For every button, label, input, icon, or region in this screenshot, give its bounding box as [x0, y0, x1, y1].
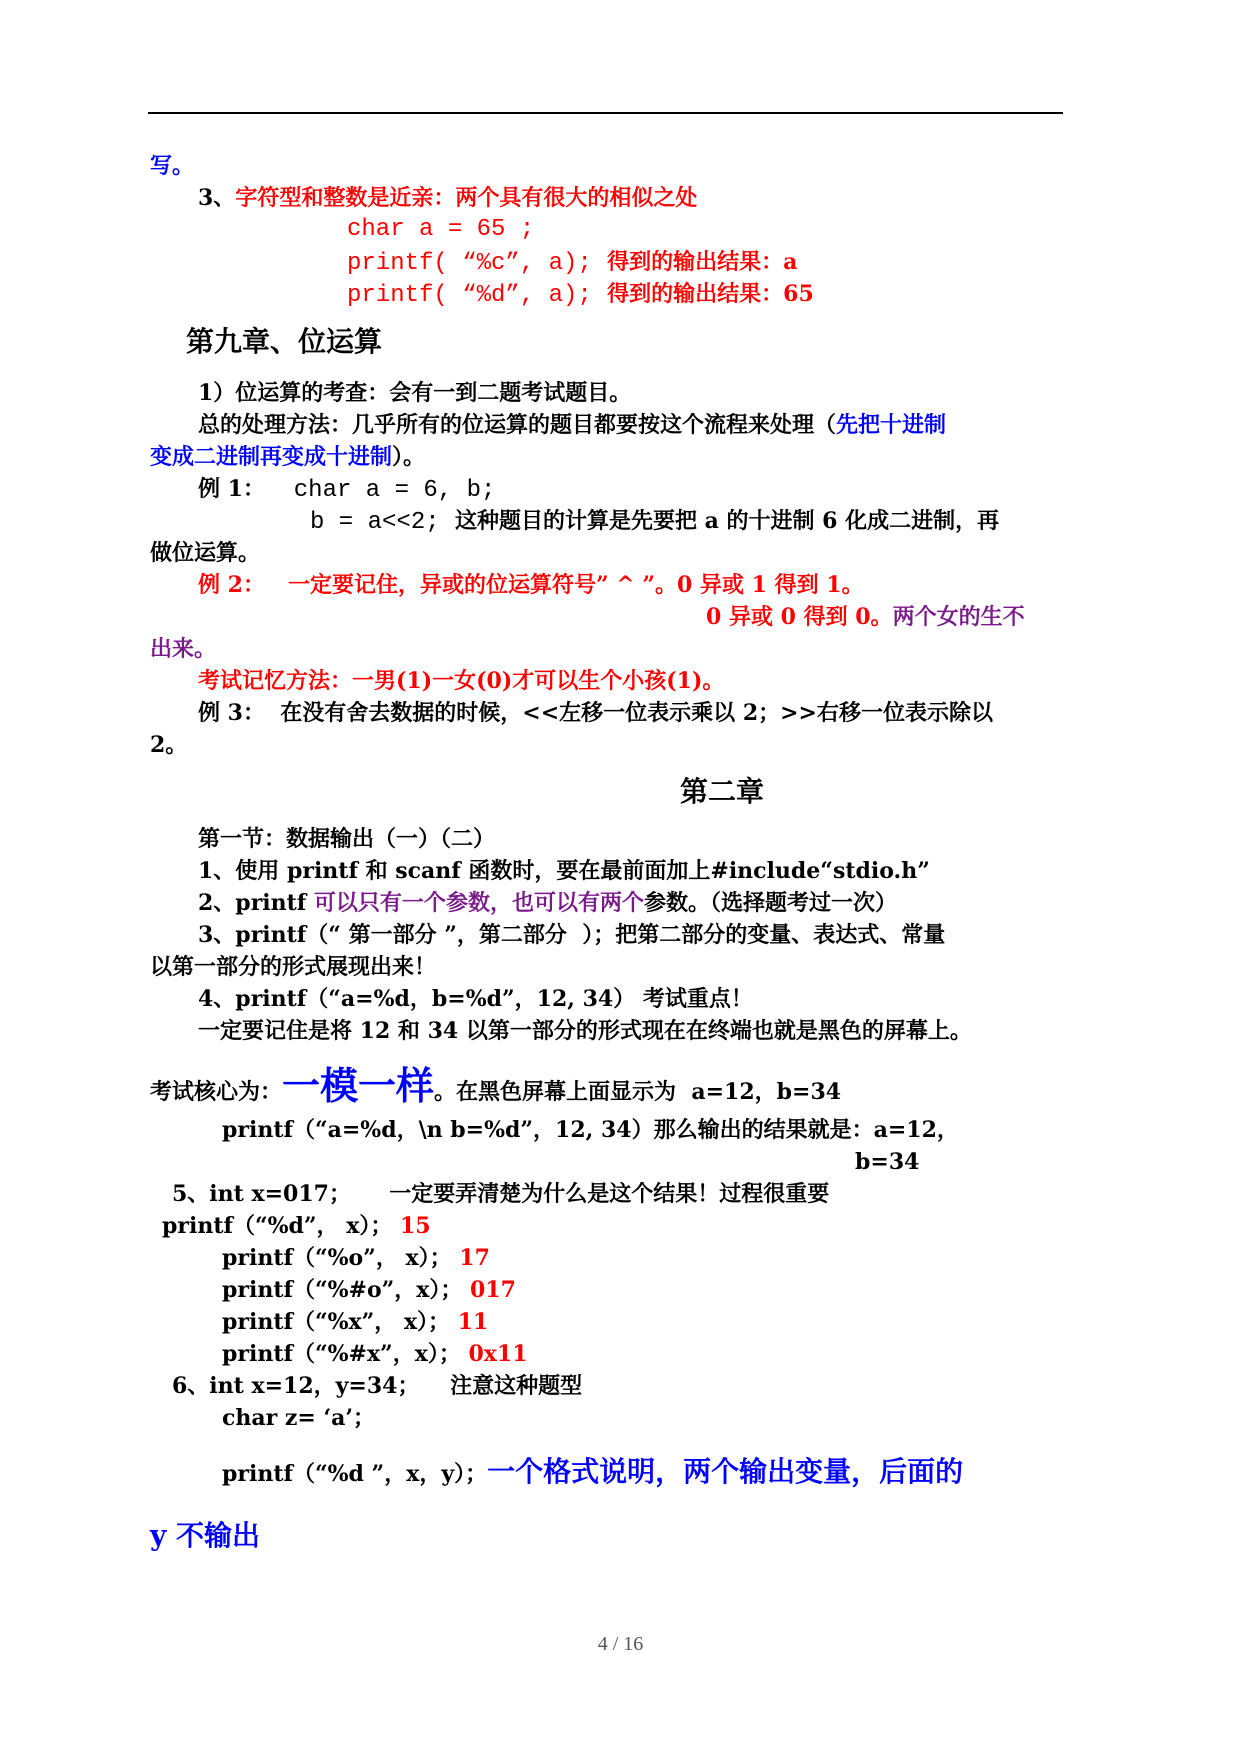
- text-span: printf( “%c”, a);: [347, 250, 592, 277]
- text-span: 得到的输出结果：65: [591, 281, 814, 307]
- text-line: printf（“a=%d，\n b=%d”，12, 34）那么输出的结果就是：a=12，: [222, 1117, 959, 1143]
- text-line: 写。: [150, 153, 195, 179]
- text-line: [198, 887, 897, 919]
- code-line: [222, 1306, 488, 1338]
- text-line: [198, 697, 993, 729]
- text-line: 2。: [150, 732, 188, 758]
- emphasis-text: 一模一样: [282, 1063, 435, 1108]
- text-span: b = a<<2;: [310, 509, 440, 536]
- text-span: 0x11: [460, 1341, 528, 1367]
- text-line: [222, 1452, 963, 1494]
- text-span: 考试核心为：: [150, 1079, 283, 1105]
- text-line: y 不输出: [150, 1519, 261, 1552]
- text-span: 例 3：: [198, 700, 265, 726]
- page-number: 4 / 16: [597, 1633, 644, 1655]
- text-line: [706, 601, 1025, 633]
- text-span: 17: [451, 1245, 490, 1271]
- text-line: 4、printf（“a=%d，b=%d”，12, 34） 考试重点！: [198, 986, 753, 1012]
- text-span: 在没有舍去数据的时候，<<左移一位表示乘以 2；>>右移一位表示除以: [264, 700, 993, 726]
- text-span: printf（“%#x”，x）；: [222, 1341, 461, 1367]
- text-span: 总的处理方法：几乎所有的位运算的题目都要按这个流程来处理（: [198, 412, 837, 438]
- text-line: 考试记忆方法：一男(1)一女(0)才可以生个小孩(1)。: [198, 668, 725, 694]
- text-span: printf（“%o”， x）；: [222, 1245, 452, 1271]
- text-line: 例 2： 一定要记住，异或的位运算符号” ^ ”。0 异或 1 得到 1。: [198, 572, 864, 598]
- code-line: [222, 1274, 516, 1306]
- code-line: char z= ‘a’；: [222, 1405, 376, 1431]
- code-line: [347, 278, 814, 312]
- text-span: 这种题目的计算是先要把 a 的十进制 6 化成二进制，再: [439, 508, 1000, 534]
- code-line: char a = 65 ;: [347, 216, 535, 243]
- text-span: 先把十进制: [836, 412, 947, 438]
- emphasis-text: 一个格式说明，两个输出变量，后面的: [487, 1455, 964, 1488]
- text-span: ）。: [392, 444, 426, 470]
- text-span: 3、: [198, 185, 236, 211]
- text-line: b=34: [855, 1149, 920, 1175]
- text-line: 第一节：数据输出（一）（二）: [198, 826, 496, 852]
- text-line: [310, 505, 999, 539]
- text-span: 变成二进制再变成十进制: [150, 444, 393, 470]
- text-line: 6、int x=12，y=34； 注意这种题型: [172, 1373, 583, 1399]
- chapter-2-heading: 第二章: [680, 775, 765, 808]
- code-line: [222, 1242, 490, 1274]
- text-span: 11: [450, 1309, 489, 1335]
- text-line: 1、使用 printf 和 scanf 函数时，要在最前面加上#include“stdio.h”: [198, 858, 930, 884]
- text-span: 15: [392, 1213, 431, 1239]
- code-line: [162, 1210, 431, 1242]
- header-rule: [148, 112, 1063, 114]
- text-span: printf（“%#o”，x）；: [222, 1277, 463, 1303]
- text-span: 。在黑色屏幕上面显示为 a=12，b=34: [434, 1079, 842, 1105]
- text-span: 两个女的生不: [892, 604, 1025, 630]
- text-span: 2、printf: [198, 890, 307, 916]
- text-span: 可以只有一个: [306, 890, 446, 916]
- text-line: [150, 1063, 842, 1112]
- text-line: 以第一部分的形式展现出来！: [150, 954, 437, 980]
- text-line: 做位运算。: [150, 540, 261, 566]
- text-line: 出来。: [150, 636, 217, 662]
- text-span: printf( “%d”, a);: [347, 282, 592, 309]
- text-span: 参数。（选择题考过一次）: [643, 890, 897, 916]
- text-line: [198, 409, 946, 441]
- text-line: 5、int x=017； 一定要弄清楚为什么是这个结果！过程很重要: [172, 1181, 830, 1207]
- text-span: 参数，也可以有两个: [445, 890, 644, 916]
- text-span: 例 1：: [198, 476, 265, 502]
- chapter-9-heading: 第九章、位运算: [186, 325, 383, 358]
- text-span: 字符型和整数是近亲：两个具有很大的相似之处: [235, 185, 698, 211]
- text-line: 3、printf（“ 第一部分 ”，第二部分 ）；把第二部分的变量、表达式、常量: [198, 922, 946, 948]
- text-span: printf（“%x”， x）；: [222, 1309, 451, 1335]
- text-span: printf（“%d ”，x，y）；: [222, 1461, 488, 1487]
- code-line: [222, 1338, 528, 1370]
- text-span: 0 异或 0 得到 0。: [706, 604, 893, 630]
- text-line: [150, 441, 425, 473]
- text-span: char a = 6, b;: [264, 477, 496, 504]
- text-line: 1）位运算的考查：会有一到二题考试题目。: [198, 380, 632, 406]
- text-line: 一定要记住是将 12 和 34 以第一部分的形式现在在终端也就是黑色的屏幕上。: [198, 1018, 972, 1044]
- text-span: 017: [462, 1277, 516, 1303]
- text-line: [198, 473, 495, 507]
- text-span: printf（“%d”， x）；: [162, 1213, 393, 1239]
- text-line: [198, 182, 697, 214]
- text-span: 得到的输出结果：a: [591, 249, 798, 275]
- code-line: [347, 246, 797, 280]
